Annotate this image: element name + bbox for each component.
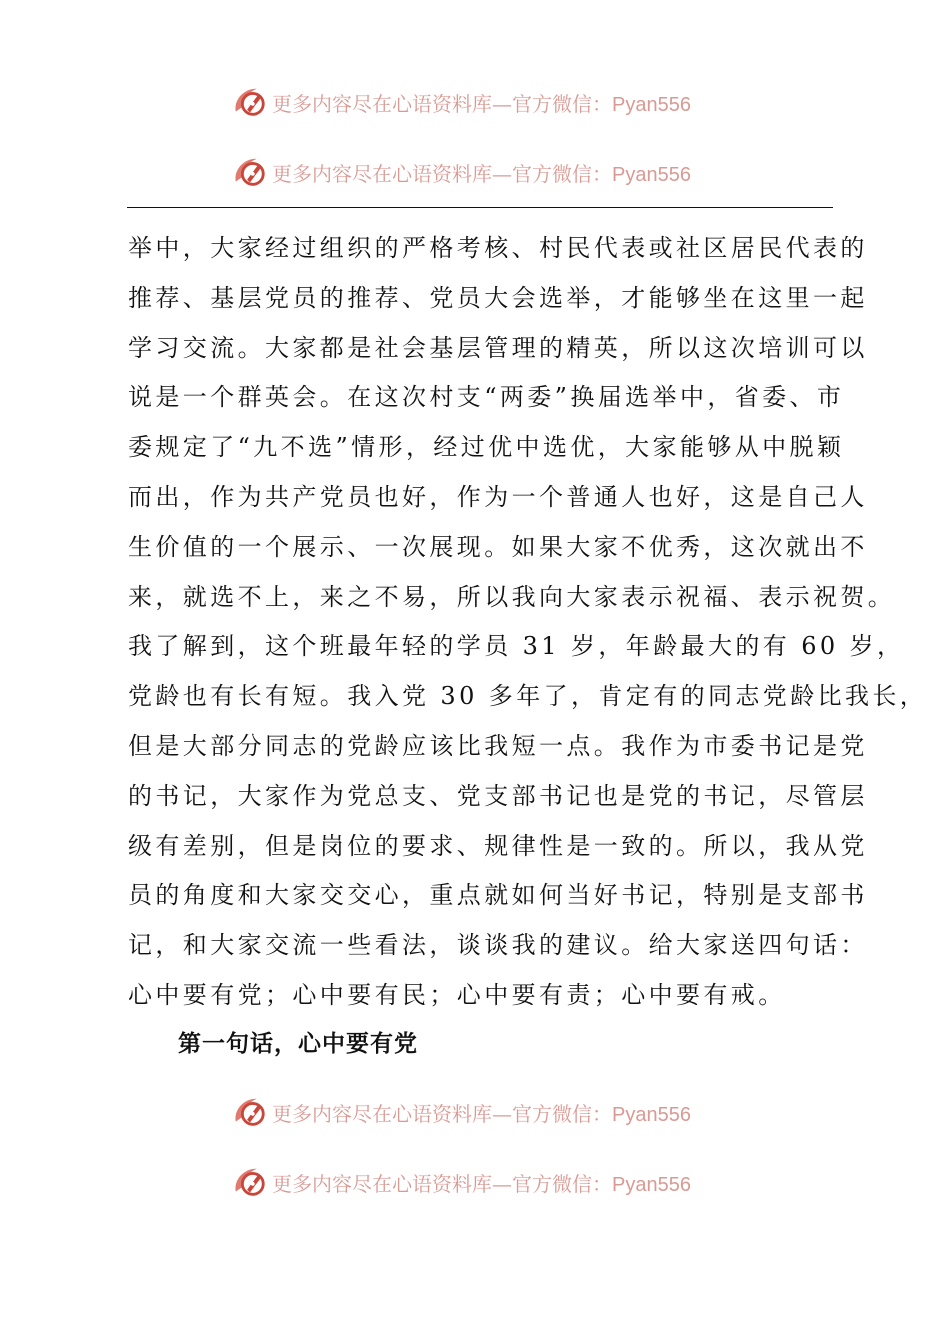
watermark-text: 更多内容尽在心语资料库—官方微信：	[272, 161, 612, 186]
watermark-text: 更多内容尽在心语资料库—官方微信：	[272, 91, 612, 116]
paragraph-line: 来，就选不上，来之不易，所以我向大家表示祝福、表示祝贺。	[128, 582, 896, 611]
watermark-banner-top-1	[230, 82, 750, 122]
watermark-text: 更多内容尽在心语资料库—官方微信：	[272, 1171, 612, 1196]
paragraph-line: 级有差别，但是岗位的要求、规律性是一致的。所以，我从党	[128, 831, 868, 860]
watermark-banner-bottom-1	[230, 1092, 750, 1132]
paragraph-line: 心中要有党；心中要有民；心中要有责；心中要有戒。	[128, 980, 786, 1009]
watermark-id: Pyan556	[612, 1103, 691, 1126]
pen-nib-icon	[230, 1093, 268, 1131]
paragraph-line: 员的角度和大家交交心，重点就如何当好书记，特别是支部书	[128, 881, 868, 910]
paragraph-line: 但是大部分同志的党龄应该比我短一点。我作为市委书记是党	[128, 731, 868, 760]
watermark-id: Pyan556	[612, 93, 691, 116]
section-heading: 第一句话，心中要有党	[178, 1031, 418, 1057]
watermark-id: Pyan556	[612, 1173, 691, 1196]
paragraph-line: 学习交流。大家都是社会基层管理的精英，所以这次培训可以	[128, 333, 868, 362]
body-paragraph	[128, 224, 928, 1021]
watermark-banner-bottom-2	[230, 1162, 750, 1202]
header-divider	[127, 207, 833, 208]
paragraph-line: 举中，大家经过组织的严格考核、村民代表或社区居民代表的	[128, 234, 868, 262]
paragraph-line: 生价值的一个展示、一次展现。如果大家不优秀，这次就出不	[128, 532, 868, 561]
watermark-banner-top-2	[230, 152, 750, 192]
paragraph-line: 委规定了“九不选”情形，经过优中选优，大家能够从中脱颖	[128, 433, 845, 462]
paragraph-line: 我了解到，这个班最年轻的学员 31 岁，年龄最大的有 60 岁，	[128, 632, 905, 661]
pen-nib-icon	[230, 1163, 268, 1201]
paragraph-line: 党龄也有长有短。我入党 30 多年了，肯定有的同志党龄比我长，	[128, 682, 928, 711]
paragraph-line: 说是一个群英会。在这次村支“两委”换届选举中，省委、市	[128, 383, 845, 412]
pen-nib-icon	[230, 153, 268, 191]
paragraph-line: 而出，作为共产党员也好，作为一个普通人也好，这是自己人	[128, 482, 868, 511]
watermark-text: 更多内容尽在心语资料库—官方微信：	[272, 1101, 612, 1126]
paragraph-line: 推荐、基层党员的推荐、党员大会选举，才能够坐在这里一起	[128, 283, 868, 312]
paragraph-line: 的书记，大家作为党总支、党支部书记也是党的书记，尽管层	[128, 781, 868, 810]
pen-nib-icon	[230, 83, 268, 121]
paragraph-line: 记，和大家交流一些看法，谈谈我的建议。给大家送四句话：	[128, 931, 868, 960]
watermark-id: Pyan556	[612, 163, 691, 186]
